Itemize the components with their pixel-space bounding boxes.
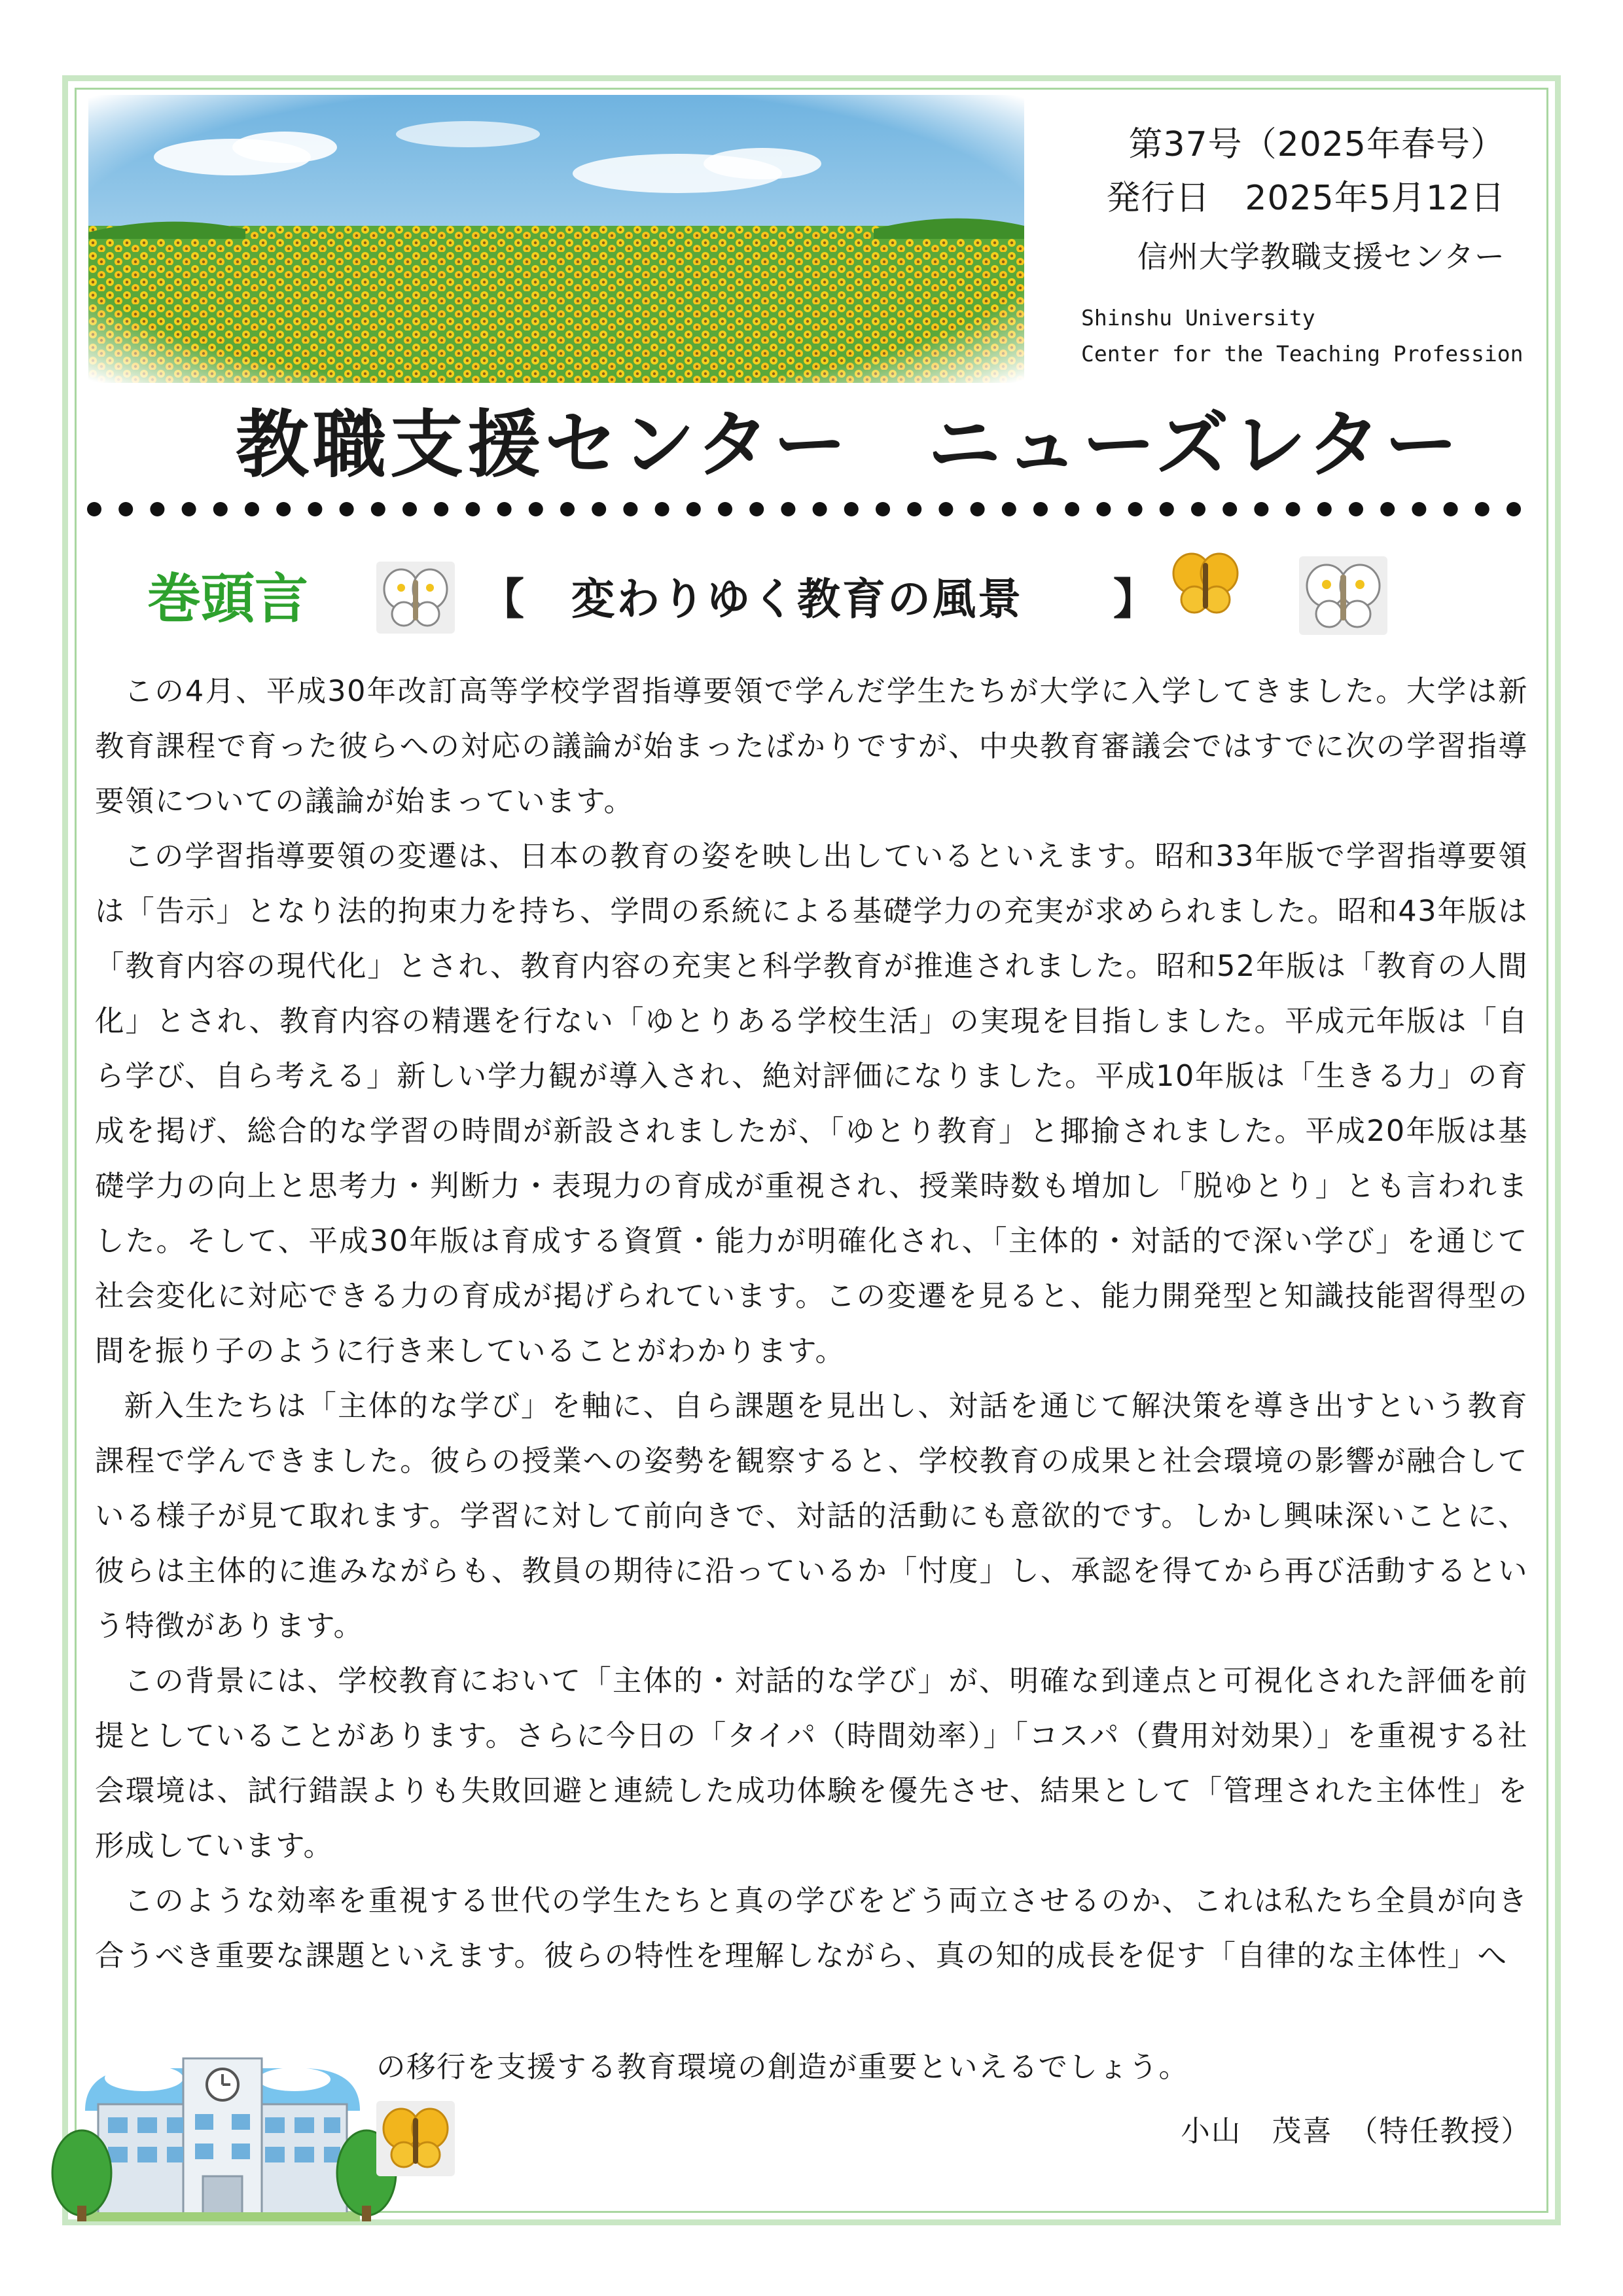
divider-dot bbox=[1002, 502, 1016, 516]
publisher-english: Shinshu University Center for the Teaching Profession bbox=[1081, 305, 1524, 367]
divider-dot bbox=[1191, 502, 1205, 516]
divider-dot bbox=[340, 502, 354, 516]
divider-dot bbox=[1065, 502, 1079, 516]
divider-dot bbox=[182, 502, 196, 516]
divider-dot bbox=[1286, 502, 1300, 516]
divider-dot bbox=[87, 502, 101, 516]
divider-dot bbox=[213, 502, 228, 516]
section-label: 巻頭言 bbox=[147, 568, 309, 630]
divider-dot bbox=[434, 502, 448, 516]
butterfly-icon bbox=[1168, 548, 1243, 620]
divider-dot bbox=[781, 502, 795, 516]
divider-dot bbox=[1096, 502, 1111, 516]
divider-dot bbox=[971, 502, 985, 516]
paragraph: この背景には、学校教育において「主体的・対話的な学び」が、明確な到達点と可視化された評価を前提としていることがあります。さらに今日の「タイパ（時間効率）」「コスパ（費用対効果）」を重視する社会環境は、試行錯誤よりも失敗回避と連続した成功体験を優先させ、結果として「管理された主体性」を形成しています。 bbox=[95, 1664, 1528, 1863]
paragraph: このような効率を重視する世代の学生たちと真の学びをどう両立させるのか、これは私たち全員が向き合うべき重要な課題といえます。彼らの特性を理解しながら、真の知的成長を促す「自律的な主体性」へ bbox=[95, 1884, 1528, 1973]
divider-dot bbox=[1380, 502, 1395, 516]
divider-dot bbox=[1128, 502, 1143, 516]
divider-dot bbox=[118, 502, 133, 516]
divider-dot bbox=[1475, 502, 1489, 516]
butterfly-icon bbox=[376, 2101, 455, 2176]
divider-dot bbox=[687, 502, 701, 516]
paragraph: 新入生たちは「主体的な学び」を軸に、自ら課題を見出し、対話を通じて解決策を導き出すという教育課程で学んできました。彼らの授業への姿勢を観察すると、学校教育の成果と社会環境の影響が融合している様子が見て取れます。学習に対して前向きで、対話的活動にも意欲的です。しかし興味深いことに、彼らは主体的に進みながらも、教員の期待に沿っているか「忖度」し、承認を得てから再び活動するという特徴があります。 bbox=[95, 1390, 1528, 1643]
divider-dot bbox=[1033, 502, 1048, 516]
divider-dot bbox=[560, 502, 575, 516]
divider-dot bbox=[844, 502, 859, 516]
divider-dot bbox=[623, 502, 637, 516]
dotted-divider bbox=[85, 499, 1544, 520]
issue-date: 発行日 2025年5月12日 bbox=[1106, 179, 1505, 218]
divider-dot bbox=[1317, 502, 1332, 516]
paragraph: この4月、平成30年改訂高等学校学習指導要領で学んだ学生たちが大学に入学してきました。大学は新教育課程で育った彼らへの対応の議論が始まったばかりですが、中央教育審議会ではすでに次の学習指導要領についての議論が始まっています。 bbox=[95, 675, 1528, 818]
divider-dot bbox=[749, 502, 764, 516]
butterfly-icon bbox=[376, 562, 455, 634]
divider-dot bbox=[718, 502, 732, 516]
publisher: 信州大学教職支援センター bbox=[1137, 239, 1505, 274]
divider-dot bbox=[402, 502, 417, 516]
divider-dot bbox=[371, 502, 385, 516]
divider-dot bbox=[592, 502, 606, 516]
divider-dot bbox=[1444, 502, 1458, 516]
divider-dot bbox=[465, 502, 480, 516]
divider-dot bbox=[938, 502, 953, 516]
article-body bbox=[95, 664, 1528, 1984]
divider-dot bbox=[308, 502, 322, 516]
divider-dot bbox=[1160, 502, 1174, 516]
divider-dot bbox=[1222, 502, 1237, 516]
divider-dot bbox=[655, 502, 669, 516]
paragraph: この学習指導要領の変遷は、日本の教育の姿を映し出しているといえます。昭和33年版で学習指導要領は「告示」となり法的拘束力を持ち、学問の系統による基礎学力の充実が求められました。昭和43年版は「教育内容の現代化」とされ、教育内容の充実と科学教育が推進されました。昭和52年版は「教育の人間化」とされ、教育内容の精選を行ない「ゆとりある学校生活」の実現を目指しました。平成元年版は「自ら学び、自ら考える」新しい学力観が導入され、絶対評価になりました。平成10年版は「生きる力」の育成を掲げ、総合的な学習の時間が新設されましたが、「ゆとり教育」と揶揄されました。平成20年版は基礎学力の向上と思考力・判断力・表現力の育成が重視され、授業時数も増加し「脱ゆとり」とも言われました。そして、平成30年版は育成する資質・能力が明確化され、「主体的・対話的で深い学び」を通じて社会変化に対応できる力の育成が掲げられています。この変遷を見ると、能力開発型と知識技能習得型の間を振り子のように行き来していることがわかります。 bbox=[95, 840, 1528, 1368]
divider-dot bbox=[245, 502, 259, 516]
author-signature: 小山 茂喜 （特任教授） bbox=[1181, 2115, 1531, 2148]
divider-dot bbox=[1412, 502, 1426, 516]
newsletter-title: 教職支援センター ニューズレター bbox=[236, 403, 1462, 488]
divider-dot bbox=[907, 502, 921, 516]
article-title: 【 変わりゆく教育の風景 】 bbox=[481, 574, 1158, 624]
divider-dot bbox=[1254, 502, 1268, 516]
sunflower-field-illustration bbox=[88, 95, 1024, 383]
divider-dot bbox=[497, 502, 512, 516]
divider-dot bbox=[1507, 502, 1521, 516]
issue-number: 第37号（2025年春号） bbox=[1128, 125, 1505, 164]
divider-dot bbox=[150, 502, 164, 516]
school-building-illustration bbox=[46, 2032, 399, 2229]
paragraph-last-line: の移行を支援する教育環境の創造が重要といえるでしょう。 bbox=[376, 2051, 1189, 2084]
butterfly-icon bbox=[1299, 556, 1387, 635]
divider-dot bbox=[1349, 502, 1363, 516]
divider-dot bbox=[876, 502, 890, 516]
divider-dot bbox=[529, 502, 543, 516]
divider-dot bbox=[813, 502, 827, 516]
divider-dot bbox=[276, 502, 291, 516]
